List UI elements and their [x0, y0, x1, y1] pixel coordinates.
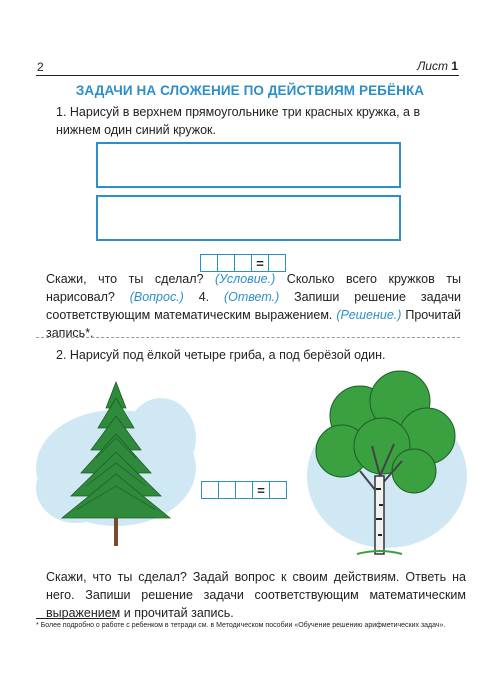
- question-label: (Вопрос.): [129, 290, 184, 304]
- footnote-rule: [36, 618, 116, 619]
- eq-cell[interactable]: [219, 482, 236, 498]
- eq-cell[interactable]: [270, 482, 286, 498]
- section-divider: [36, 337, 460, 338]
- eq-cell[interactable]: [202, 482, 219, 498]
- eq-cell[interactable]: [269, 255, 285, 271]
- equals-sign: =: [253, 482, 270, 498]
- text-part: Запиши решение задачи соответствующим математическим выражением.: [46, 290, 461, 322]
- sheet-word: Лист: [417, 59, 448, 73]
- footnote: * Более подробно о работе с ребенком в тетради см. в Методическом пособии «Обучение решению арифметических задач».: [36, 622, 446, 629]
- eq-cell[interactable]: [218, 255, 235, 271]
- eq-cell[interactable]: [236, 482, 253, 498]
- solution-label: (Решение.): [336, 308, 402, 322]
- condition-label: (Условие.): [215, 272, 276, 286]
- birch-tree-illustration: [302, 366, 467, 566]
- answer-label: (Ответ.): [223, 290, 280, 304]
- spruce-tree-illustration: [36, 378, 196, 553]
- text-part: Прочитай запись*.: [46, 308, 462, 340]
- bottom-drawing-box[interactable]: [96, 195, 401, 241]
- task2-paragraph: Скажи, что ты сделал? Задай вопрос к своим действиям. Ответь на него. Запиши решение задачи соответствующим математическим выражением и прочитай запись.: [46, 570, 466, 620]
- sheet-label: [417, 59, 458, 73]
- sheet-number: 1: [451, 59, 458, 73]
- equals-sign: =: [252, 255, 269, 271]
- text-part: Сколько всего кружков ты нарисовал?: [46, 272, 461, 304]
- task2-equation-boxes: [201, 481, 287, 499]
- eq-cell[interactable]: [201, 255, 218, 271]
- eq-cell[interactable]: [235, 255, 252, 271]
- page-number: 2: [37, 60, 44, 74]
- text-part: Скажи, что ты сделал?: [46, 272, 216, 286]
- page-title: ЗАДАЧИ НА СЛОЖЕНИЕ ПО ДЕЙСТВИЯМ РЕБЁНКА: [75, 83, 425, 98]
- header-rule: [36, 75, 459, 76]
- text-part: 4.: [183, 290, 224, 304]
- top-drawing-box[interactable]: [96, 142, 401, 188]
- task1-instruction: 1. Нарисуй в верхнем прямоугольнике три красных кружка, а в нижнем один синий кружок.: [56, 105, 421, 137]
- task2-instruction: 2. Нарисуй под ёлкой четыре гриба, а под берёзой один.: [56, 348, 386, 362]
- task1-paragraph: [46, 270, 461, 342]
